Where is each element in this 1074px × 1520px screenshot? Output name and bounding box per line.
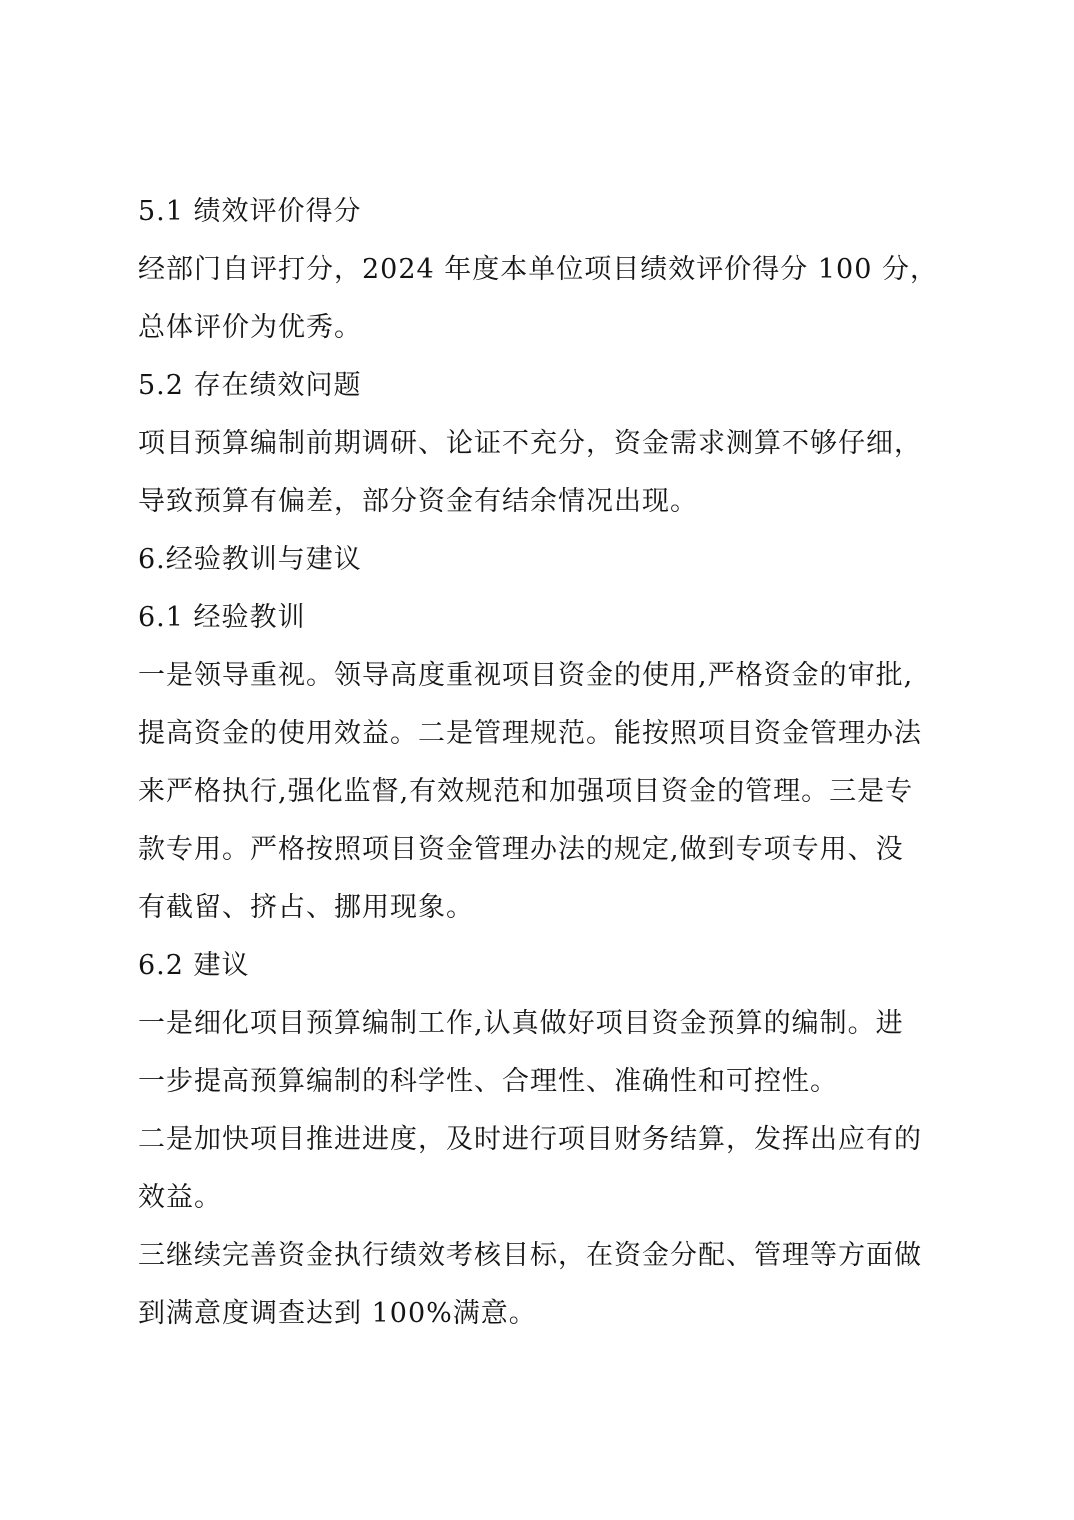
text-line: 一是领导重视。领导高度重视项目资金的使用,严格资金的审批, xyxy=(138,660,914,691)
text-line: 总体评价为优秀。 xyxy=(138,312,362,343)
section-heading-5-2: 5.2 存在绩效问题 xyxy=(138,370,362,401)
text-line: 一是细化项目预算编制工作,认真做好项目资金预算的编制。进 xyxy=(138,1008,904,1039)
text-line: 来严格执行,强化监督,有效规范和加强项目资金的管理。三是专 xyxy=(138,776,914,807)
text-line: 三继续完善资金执行绩效考核目标，在资金分配、管理等方面做 xyxy=(138,1240,922,1271)
text-line: 一步提高预算编制的科学性、合理性、准确性和可控性。 xyxy=(138,1066,838,1097)
text-line: 款专用。严格按照项目资金管理办法的规定,做到专项专用、没 xyxy=(138,834,904,865)
section-heading-5-1: 5.1 绩效评价得分 xyxy=(138,196,362,227)
section-heading-6-1: 6.1 经验教训 xyxy=(138,602,306,633)
text-line: 二是加快项目推进进度，及时进行项目财务结算，发挥出应有的 xyxy=(138,1124,922,1155)
section-heading-6: 6.经验教训与建议 xyxy=(138,544,362,575)
text-line: 效益。 xyxy=(138,1182,222,1213)
document-body xyxy=(138,183,948,1343)
text-line: 项目预算编制前期调研、论证不充分，资金需求测算不够仔细， xyxy=(138,428,922,459)
section-heading-6-2: 6.2 建议 xyxy=(138,950,250,981)
text-line: 到满意度调查达到 100%满意。 xyxy=(138,1298,537,1329)
text-line: 导致预算有偏差，部分资金有结余情况出现。 xyxy=(138,486,698,517)
text-line: 经部门自评打分，2024 年度本单位项目绩效评价得分 100 分， xyxy=(138,254,938,285)
text-line: 有截留、挤占、挪用现象。 xyxy=(138,892,474,923)
text-line: 提高资金的使用效益。二是管理规范。能按照项目资金管理办法 xyxy=(138,718,922,749)
